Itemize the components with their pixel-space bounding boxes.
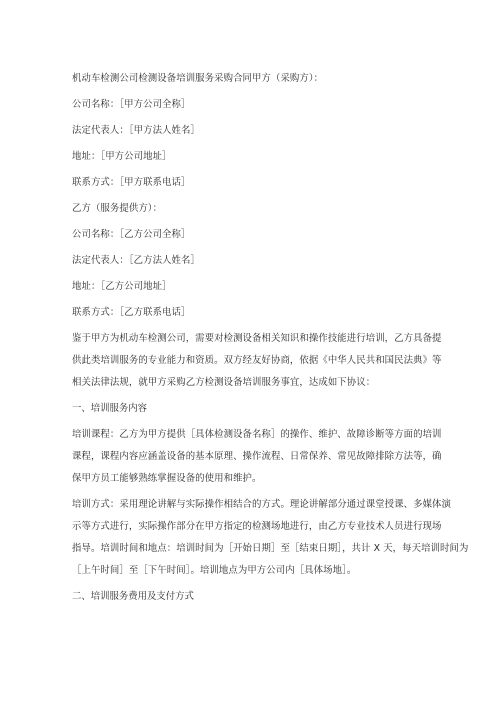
document-title: 机动车检测公司检测设备培训服务采购合同甲方（采购方）： <box>72 73 324 84</box>
party-b-company-name: 公司名称：［乙方公司全称］ <box>72 229 191 240</box>
party-b-legal-rep: 法定代表人：［乙方法人姓名］ <box>72 255 200 266</box>
party-b-heading: 乙方（服务提供方）： <box>72 203 163 214</box>
training-method-paragraph <box>72 494 469 582</box>
training-method-line: 培训方式：采用理论讲解与实际操作相结合的方式。理论讲解部分通过课堂授课、多媒体演 <box>72 498 452 510</box>
training-method-line: ［上午时间］至［下午时间］。培训地点为甲方公司内［具体场地］。 <box>72 564 357 576</box>
party-a-contact: 联系方式：［甲方联系电话］ <box>72 177 191 188</box>
section-2-title: 二、培训服务费用及支付方式 <box>72 591 194 602</box>
preamble-line: 鉴于甲方为机动车检测公司，需要对检测设备相关知识和操作技能进行培训，乙方具备提 <box>72 332 442 344</box>
preamble-line: 相关法律法规，就甲方采购乙方检测设备培训服务事宜，达成如下协议： <box>72 376 376 388</box>
party-a-legal-rep: 法定代表人：［甲方法人姓名］ <box>72 125 200 136</box>
training-content-paragraph <box>72 424 444 490</box>
training-method-line: 指导。培训时间和地点：培训时间为［开始日期］至［结束日期］，共计 X 天，每天培训时间为 <box>72 542 469 554</box>
preamble-line: 供此类培训服务的专业能力和资质。双方经友好协商，依据《中华人民共和国民法典》等 <box>72 354 442 366</box>
preamble-paragraph <box>72 328 444 394</box>
training-content-line: 培训课程：乙方为甲方提供［具体检测设备名称］的操作、维护、故障诊断等方面的培训 <box>72 428 442 440</box>
party-a-company-name: 公司名称：［甲方公司全称］ <box>72 99 191 110</box>
section-1-title: 一、培训服务内容 <box>72 403 148 414</box>
party-b-contact: 联系方式：［乙方联系电话］ <box>72 307 191 318</box>
party-b-address: 地址：［乙方公司地址］ <box>72 281 172 292</box>
party-a-address: 地址：［甲方公司地址］ <box>72 151 172 162</box>
training-content-line: 课程，课程内容应涵盖设备的基本原理、操作流程、日常保养、常见故障排除方法等，确 <box>72 450 442 462</box>
training-content-line: 保甲方员工能够熟练掌握设备的使用和维护。 <box>72 472 262 484</box>
training-method-line: 示等方式进行，实际操作部分在甲方指定的检测场地进行，由乙方专业技术人员进行现场 <box>72 520 442 532</box>
